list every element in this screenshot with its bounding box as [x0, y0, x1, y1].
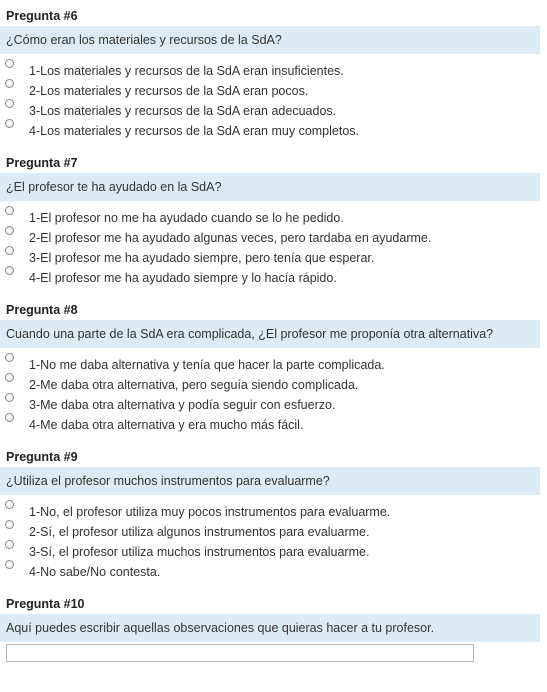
option-label[interactable]: 1-No me daba alternativa y tenía que hacer la parte complicada. [29, 358, 385, 372]
question-7 [0, 155, 540, 286]
option-item[interactable] [0, 520, 540, 540]
option-item[interactable] [0, 266, 540, 286]
options-group [0, 353, 540, 433]
question-9 [0, 449, 540, 580]
question-title: Pregunta #10 [6, 597, 85, 611]
radio-button[interactable] [5, 99, 14, 108]
option-label[interactable]: 2-Me daba otra alternativa, pero seguía siendo complicada. [29, 378, 359, 392]
radio-button[interactable] [5, 206, 14, 215]
radio-button[interactable] [5, 393, 14, 402]
option-item[interactable] [0, 393, 540, 413]
radio-button[interactable] [5, 59, 14, 68]
option-label[interactable]: 2-Sí, el profesor utiliza algunos instrumentos para evaluarme. [29, 525, 370, 539]
question-text: Cuando una parte de la SdA era complicada, ¿El profesor me proponía otra alternativa? [0, 320, 540, 348]
option-label[interactable]: 3-El profesor me ha ayudado siempre, pero tenía que esperar. [29, 251, 375, 265]
radio-button[interactable] [5, 119, 14, 128]
question-text: Aquí puedes escribir aquellas observaciones que quieras hacer a tu profesor. [0, 614, 540, 642]
radio-button[interactable] [5, 226, 14, 235]
question-8 [0, 302, 540, 433]
option-item[interactable] [0, 413, 540, 433]
radio-button[interactable] [5, 520, 14, 529]
question-title: Pregunta #9 [6, 450, 78, 464]
option-label[interactable]: 3-Los materiales y recursos de la SdA eran adecuados. [29, 104, 337, 118]
option-label[interactable]: 2-Los materiales y recursos de la SdA eran pocos. [29, 84, 309, 98]
question-title: Pregunta #8 [6, 303, 78, 317]
option-item[interactable] [0, 206, 540, 226]
option-label[interactable]: 3-Sí, el profesor utiliza muchos instrumentos para evaluarme. [29, 545, 370, 559]
question-title: Pregunta #6 [6, 9, 78, 23]
option-item[interactable] [0, 99, 540, 119]
radio-button[interactable] [5, 79, 14, 88]
radio-button[interactable] [5, 353, 14, 362]
question-title: Pregunta #7 [6, 156, 78, 170]
option-item[interactable] [0, 246, 540, 266]
options-group [0, 59, 540, 139]
option-label[interactable]: 2-El profesor me ha ayudado algunas veces, pero tardaba en ayudarme. [29, 231, 432, 245]
radio-button[interactable] [5, 373, 14, 382]
radio-button[interactable] [5, 540, 14, 549]
option-item[interactable] [0, 79, 540, 99]
option-label[interactable]: 1-Los materiales y recursos de la SdA eran insuficientes. [29, 64, 344, 78]
question-6 [0, 8, 540, 139]
option-label[interactable]: 3-Me daba otra alternativa y podía seguir con esfuerzo. [29, 398, 336, 412]
question-text: ¿Cómo eran los materiales y recursos de la SdA? [0, 26, 540, 54]
question-10 [0, 596, 540, 662]
option-label[interactable]: 1-El profesor no me ha ayudado cuando se lo he pedido. [29, 211, 344, 225]
observations-input[interactable] [6, 644, 474, 662]
option-item[interactable] [0, 540, 540, 560]
option-item[interactable] [0, 500, 540, 520]
radio-button[interactable] [5, 500, 14, 509]
option-label[interactable]: 4-No sabe/No contesta. [29, 565, 161, 579]
option-label[interactable]: 4-Los materiales y recursos de la SdA eran muy completos. [29, 124, 360, 138]
radio-button[interactable] [5, 266, 14, 275]
option-label[interactable]: 4-Me daba otra alternativa y era mucho más fácil. [29, 418, 304, 432]
options-group [0, 206, 540, 286]
radio-button[interactable] [5, 246, 14, 255]
option-item[interactable] [0, 59, 540, 79]
question-text: ¿Utiliza el profesor muchos instrumentos para evaluarme? [0, 467, 540, 495]
option-label[interactable]: 4-El profesor me ha ayudado siempre y lo hacía rápido. [29, 271, 337, 285]
option-item[interactable] [0, 373, 540, 393]
option-label[interactable]: 1-No, el profesor utiliza muy pocos instrumentos para evaluarme. [29, 505, 391, 519]
option-item[interactable] [0, 226, 540, 246]
question-text: ¿El profesor te ha ayudado en la SdA? [0, 173, 540, 201]
options-group [0, 500, 540, 580]
radio-button[interactable] [5, 560, 14, 569]
option-item[interactable] [0, 560, 540, 580]
option-item[interactable] [0, 119, 540, 139]
option-item[interactable] [0, 353, 540, 373]
radio-button[interactable] [5, 413, 14, 422]
